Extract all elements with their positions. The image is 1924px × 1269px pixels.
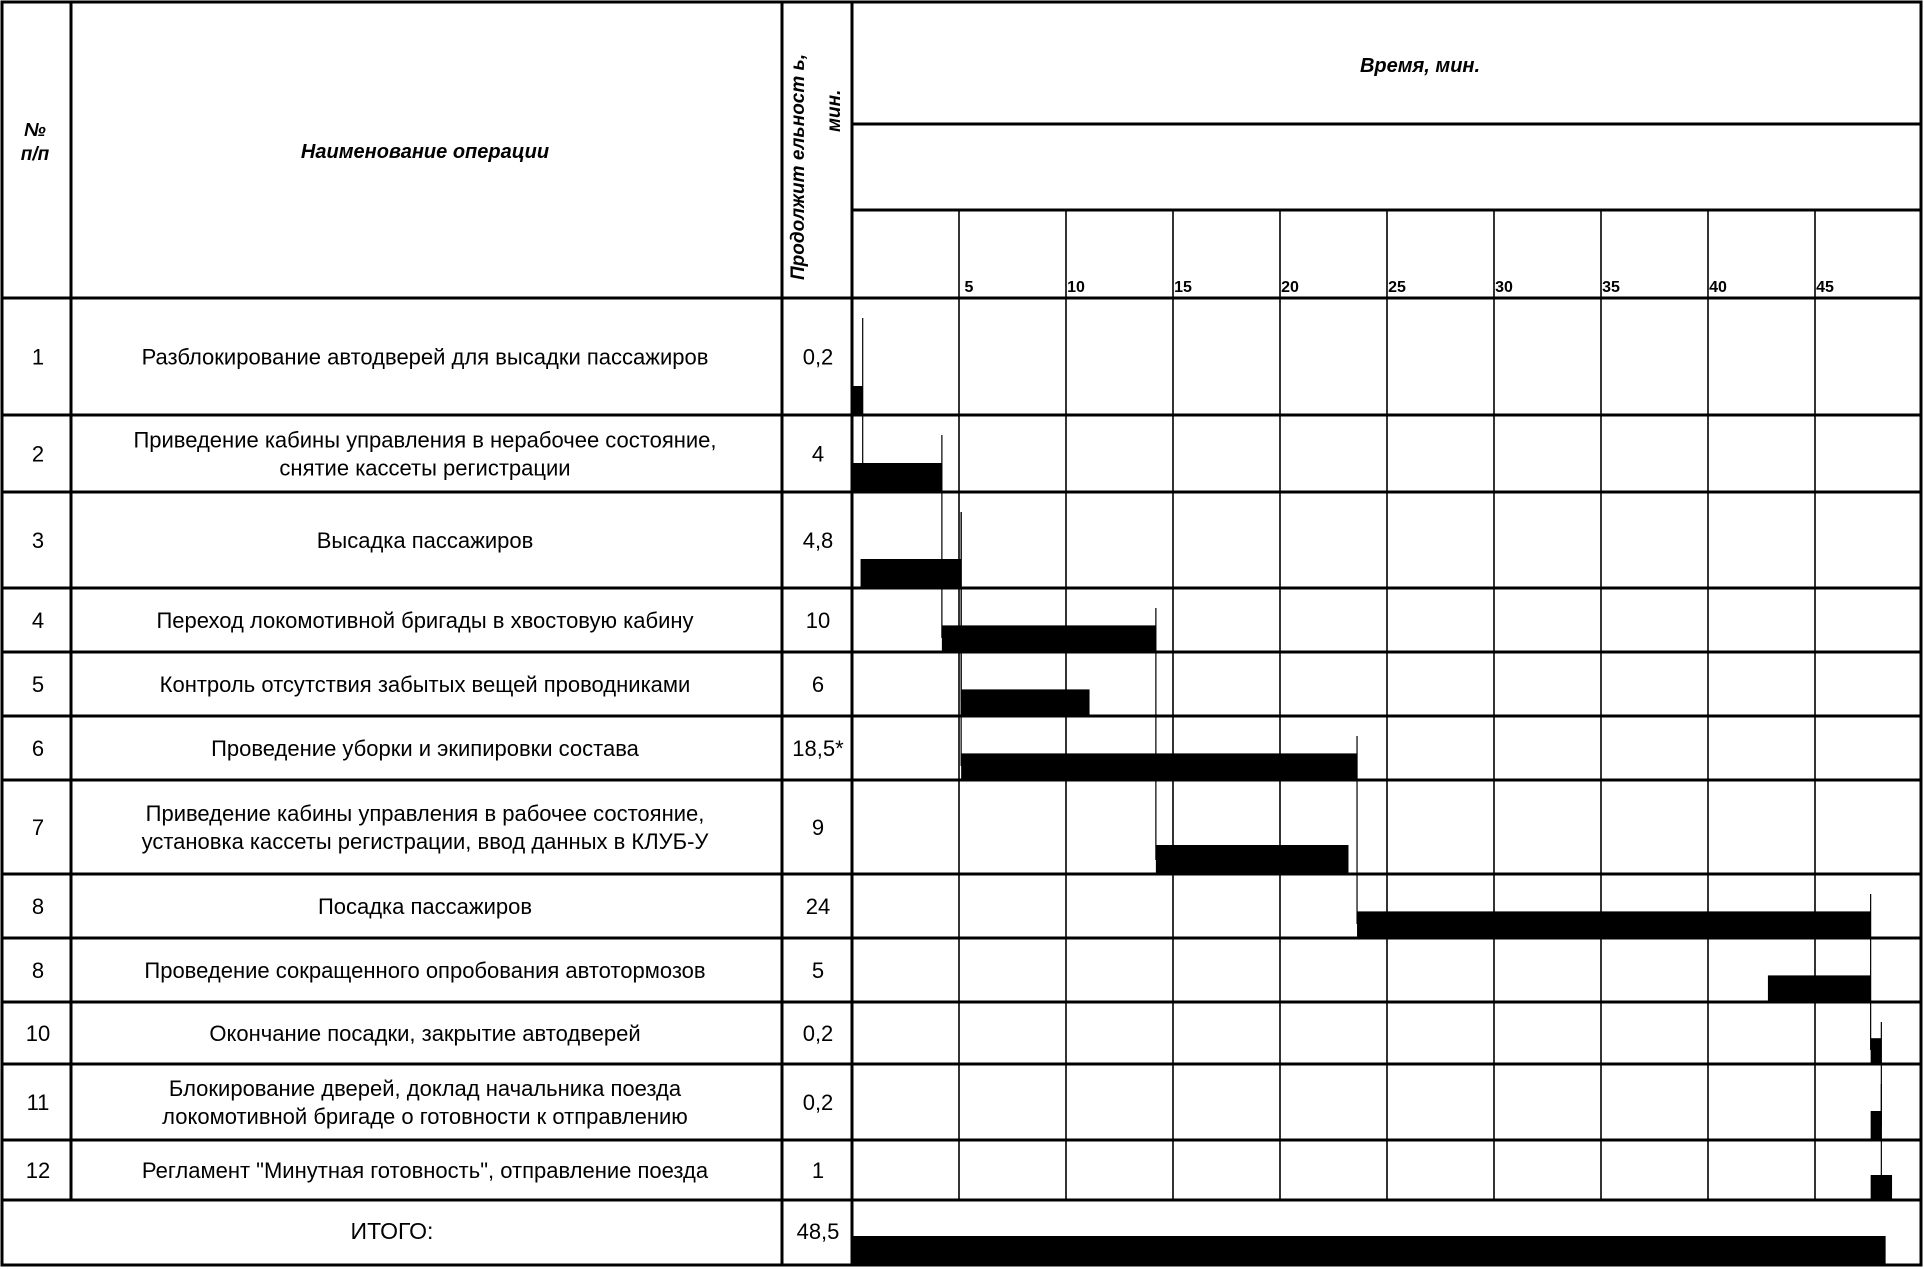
row-operation-name: Приведение кабины управления в рабочее состояние,: [145, 801, 705, 826]
row-operation-name: Регламент "Минутная готовность", отправление поезда: [141, 1158, 709, 1183]
tick-label-35: 35: [1602, 279, 1620, 296]
header-duration-line-1: Продолжит ельност ь,: [788, 53, 809, 280]
header-time-title: Время, мин.: [1359, 55, 1481, 77]
table-row: [26, 1158, 824, 1183]
gantt-bar-1: [852, 386, 863, 414]
gantt-bar-4: [942, 625, 1156, 651]
row-duration: 10: [805, 608, 831, 633]
row-duration: 0,2: [802, 344, 834, 370]
row-number: 1: [31, 344, 45, 370]
tick-label-10: 10: [1067, 279, 1085, 296]
header-duration-line-2: мин.: [824, 89, 845, 132]
table-row: [2, 1021, 1921, 1064]
row-duration: 1: [811, 1158, 825, 1183]
gantt-bar-3: [861, 559, 962, 587]
row-duration: 24: [805, 894, 831, 919]
row-operation-name: Переход локомотивной бригады в хвостовую кабину: [156, 608, 694, 633]
row-operation-name: Посадка пассажиров: [317, 894, 533, 919]
row-number: 8: [31, 894, 45, 919]
gantt-bars: [852, 318, 1892, 1199]
total-row: [351, 1218, 1886, 1264]
row-duration: 4,8: [802, 528, 834, 553]
table-row: [2, 345, 1921, 416]
row-operation-name: Проведение сокращенного опробования автотормозов: [144, 958, 706, 983]
tick-label-40: 40: [1709, 279, 1727, 296]
gantt-bar-7: [1156, 845, 1349, 873]
row-operation-name: Проведение уборки и экипировки состава: [211, 736, 639, 761]
x-axis-ticks: [965, 279, 1834, 296]
row-duration: 0,2: [802, 1021, 834, 1046]
row-number: 5: [31, 672, 45, 697]
gantt-bar-total: [852, 1236, 1886, 1264]
total-duration: 48,5: [796, 1219, 840, 1244]
table-row: [2, 1076, 1921, 1140]
tick-label-45: 45: [1816, 279, 1834, 296]
row-number: 12: [25, 1158, 51, 1183]
row-number: 4: [31, 608, 45, 633]
row-operation-name: Блокирование дверей, доклад начальника поезда: [168, 1076, 682, 1101]
table-row: [2, 801, 1921, 874]
tick-label-30: 30: [1495, 279, 1513, 296]
gantt-bar-2: [852, 463, 942, 491]
table-header: [21, 54, 1480, 280]
row-duration: 18,5*: [792, 736, 844, 761]
row-operation-name: установка кассеты регистрации, ввод данных в КЛУБ-У: [141, 829, 709, 854]
gantt-bar-8: [1357, 911, 1871, 937]
row-operation-name: Высадка пассажиров: [316, 528, 534, 553]
row-duration: 5: [811, 958, 825, 983]
gantt-bar-10: [1871, 1038, 1882, 1063]
header-num-line-1: №: [24, 120, 46, 141]
tick-label-5: 5: [964, 279, 974, 296]
row-operation-name: Разблокирование автодверей для высадки пассажиров: [141, 344, 709, 370]
row-duration: 0,2: [802, 1090, 834, 1115]
table-row: [2, 958, 1921, 1002]
row-number: 10: [25, 1021, 51, 1046]
row-number: 8: [31, 958, 45, 983]
gantt-bar-9: [1768, 975, 1871, 1001]
row-operation-name: локомотивной бригаде о готовности к отправлению: [162, 1104, 688, 1129]
row-number: 6: [31, 736, 45, 761]
table-row: [2, 428, 1921, 493]
header-num-line-2: п/п: [20, 144, 50, 165]
row-operation-name: Окончание посадки, закрытие автодверей: [209, 1021, 641, 1046]
row-number: 3: [31, 528, 45, 553]
tick-label-25: 25: [1388, 279, 1406, 296]
gantt-bar-5: [961, 689, 1089, 715]
row-duration: 4: [811, 441, 825, 467]
row-operation-name: снятие кассеты регистрации: [279, 455, 571, 481]
row-operation-name: Приведение кабины управления в нерабочее состояние,: [133, 427, 717, 453]
header-operation-name: Наименование операции: [300, 141, 550, 163]
gantt-bar-6: [961, 753, 1357, 779]
row-duration: 9: [811, 815, 825, 840]
row-operation-name: Контроль отсутствия забытых вещей проводниками: [159, 672, 691, 697]
header-duration: [788, 54, 845, 280]
row-number: 2: [31, 441, 45, 467]
tick-label-15: 15: [1174, 279, 1192, 296]
total-label: ИТОГО:: [350, 1218, 434, 1244]
row-number: 7: [31, 815, 45, 840]
row-duration: 6: [811, 672, 825, 697]
tick-label-20: 20: [1281, 279, 1299, 296]
row-number: 11: [26, 1090, 50, 1115]
gantt-bar-11: [1871, 1111, 1882, 1139]
